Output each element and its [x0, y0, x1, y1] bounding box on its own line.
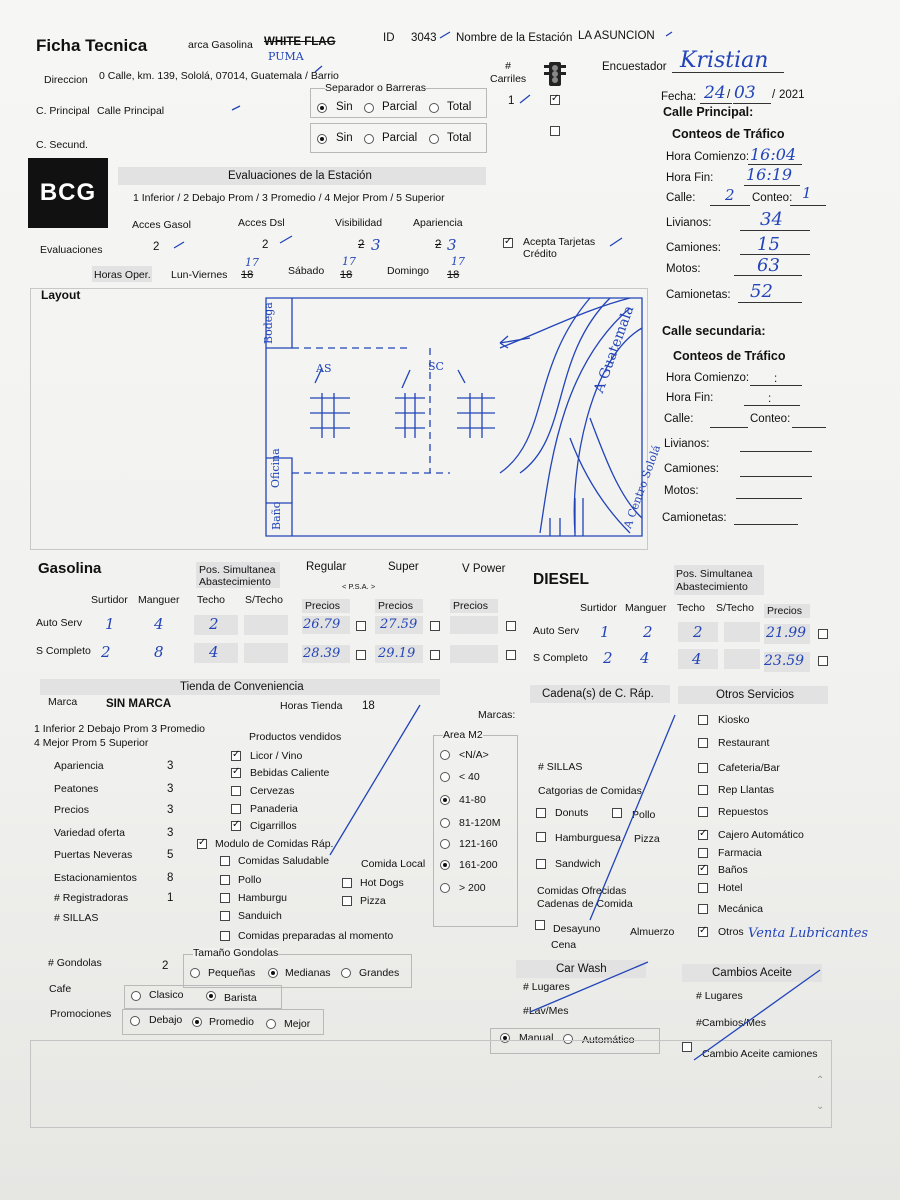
calle-secundaria-heading: Calle secundaria: [662, 324, 766, 338]
dsl-pos-simul-label: Pos. Simultanea Abastecimiento [676, 568, 753, 593]
acces-gasol-label: Acces Gasol [132, 219, 191, 231]
tienda-marca-value: SIN MARCA [106, 698, 172, 710]
hamburguesa-checkbox[interactable] [536, 832, 546, 842]
camionetas-label: Camionetas: [666, 289, 731, 301]
car-wash-title: Car Wash [556, 963, 607, 975]
opt-parcial-label-2: Parcial [382, 132, 418, 144]
acepta-tarjetas-checkbox[interactable] [503, 238, 513, 248]
car-wash-lugares-label: # Lugares [523, 981, 570, 993]
marca-gasolina-label: arca Gasolina [188, 39, 253, 51]
psa-label: < P.S.A. > [342, 582, 376, 591]
layout-sc-mark: SC [428, 360, 444, 373]
producto-label: Panaderia [250, 803, 298, 815]
gas-pos-simul-label: Pos. Simultanea Abastecimiento [199, 564, 276, 588]
visibilidad-hand-value: 3 [371, 236, 381, 254]
comida-label: Hamburgu [238, 892, 288, 904]
promo-debajo-radio[interactable] [130, 1016, 140, 1026]
opt-sin-label-2: Sin [336, 132, 353, 144]
comida-label: Comidas Saludable [238, 855, 330, 867]
calle-label: Calle: [666, 192, 696, 204]
evaluaciones-scale: 1 Inferior / 2 Debajo Prom / 3 Promedio / 4 Mejor Prom / 5 Superior [133, 192, 445, 204]
producto-checkbox[interactable] [231, 804, 241, 814]
hot-dogs-checkbox[interactable] [342, 878, 352, 888]
lanes-principal-value: 1 [508, 95, 515, 107]
otro-servicio-label: Otros [718, 926, 744, 938]
producto-label: Licor / Vino [250, 750, 303, 762]
separador-label: Separador o Barreras [325, 82, 426, 94]
tienda-rating-label: # SILLAS [54, 912, 99, 924]
car-wash-lav-mes-label: #Lav/Mes [523, 1005, 569, 1017]
dsl-surtidor-header: Surtidor [580, 602, 617, 614]
layout-oficina: Oficina [269, 448, 282, 488]
calle-value: 2 [725, 186, 735, 204]
dsl-s-completo-label: S Completo [533, 652, 588, 664]
pizza-tienda-label: Pizza [360, 895, 386, 907]
gas-completo-manguer: 8 [154, 643, 164, 661]
producto-label: Cervezas [250, 785, 295, 797]
marca-gasolina-value: WHITE FLAG [264, 36, 336, 48]
apariencia-printed-value: 2 [435, 239, 442, 251]
tienda-rating-label: Peatones [54, 783, 99, 795]
cadenas-title: Cadena(s) de C. Ráp. [542, 688, 654, 700]
vpower-label: V Power [462, 563, 506, 575]
area-label: 81-120M [459, 817, 501, 829]
sec-hora-fin-sep: : [768, 393, 772, 405]
dsl-auto-price: 21.99 [766, 625, 807, 641]
marca-gasolina-handwritten: PUMA [268, 50, 304, 63]
otro-servicio-label: Cajero Automático [718, 829, 804, 841]
tienda-rating-label: Puertas Neveras [54, 849, 133, 861]
area-m2-title: Area M2 [443, 729, 483, 741]
tienda-scale-1: 1 Inferior 2 Debajo Prom 3 Promedio [34, 723, 205, 735]
sandwich-label: Sandwich [555, 858, 601, 870]
separador-principal-total-radio[interactable] [429, 103, 439, 113]
gondola-grandes-radio[interactable] [341, 968, 351, 978]
tienda-rating-label: Precios [54, 804, 90, 816]
gas-s-completo-label: S Completo [36, 645, 91, 657]
horas-tienda-label: Horas Tienda [280, 700, 343, 712]
layout-bodega: Bodega [262, 302, 275, 344]
evaluaciones-title: Evaluaciones de la Estación [228, 170, 372, 182]
gas-surtidor-header: Surtidor [91, 594, 128, 606]
livianos-value: 34 [760, 209, 783, 230]
modulo-comidas-checkbox[interactable] [197, 839, 207, 849]
scroll-down-icon[interactable]: ⌄ [816, 1101, 825, 1112]
tienda-title: Tienda de Conveniencia [180, 681, 304, 693]
gas-stecho-header: S/Techo [245, 594, 283, 606]
acepta-tarjetas-label: Acepta Tarjetas Crédito [523, 236, 596, 260]
cambios-lugares-label: # Lugares [696, 990, 743, 1002]
otro-servicio-label: Cafeteria/Bar [718, 762, 780, 774]
otro-servicio-checkbox[interactable] [698, 738, 708, 748]
otros-servicios-title: Otros Servicios [716, 689, 794, 701]
opt-total-label: Total [447, 101, 472, 113]
separador-secundaria-parcial-radio[interactable] [364, 134, 374, 144]
gas-auto-vpower-checkbox[interactable] [506, 621, 516, 631]
hora-comienzo-value: 16:04 [750, 145, 797, 164]
otro-servicio-checkbox[interactable] [698, 807, 708, 817]
acces-dsl-label: Acces Dsl [238, 217, 285, 229]
gas-auto-regular-checkbox[interactable] [356, 621, 366, 631]
car-wash-manual-label: Manual [519, 1032, 554, 1044]
motos-label: Motos: [666, 263, 701, 275]
layout-as-mark: AS [316, 362, 332, 375]
gas-auto-techo: 2 [209, 615, 219, 633]
gas-auto-regular-price: 26.79 [303, 617, 341, 632]
id-label: ID [383, 32, 395, 44]
cafe-clasico-radio[interactable] [131, 991, 141, 1001]
regular-label: Regular [306, 561, 347, 573]
comida-checkbox[interactable] [220, 875, 230, 885]
otro-servicio-label: Baños [718, 864, 748, 876]
tamano-gondolas-title: Tamaño Gondolas [193, 947, 279, 959]
producto-checkbox[interactable] [231, 786, 241, 796]
tienda-rating-label: Apariencia [54, 760, 104, 772]
address-value: 0 Calle, km. 139, Sololá, 07014, Guatemala / Barrio [99, 70, 339, 82]
producto-checkbox[interactable] [231, 821, 241, 831]
cambios-mes-label: #Cambios/Mes [696, 1017, 767, 1029]
cena-label: Cena [551, 939, 577, 951]
domingo-hand: 17 [451, 255, 465, 268]
dsl-auto-techo: 2 [693, 623, 703, 641]
tienda-rating-value: 3 [167, 783, 174, 795]
conteo-label: Conteo: [752, 192, 793, 204]
area-radio[interactable] [440, 772, 450, 782]
sec-hora-fin-label: Hora Fin: [666, 392, 714, 404]
apariencia-label: Apariencia [413, 217, 463, 229]
domingo-printed: 18 [447, 269, 460, 281]
productos-title: Productos vendidos [249, 731, 342, 743]
tienda-rating-value: 1 [167, 892, 174, 904]
tienda-scale-2: 4 Mejor Prom 5 Superior [34, 737, 149, 749]
comida-checkbox[interactable] [220, 893, 230, 903]
sabado-label: Sábado [288, 265, 325, 277]
hora-fin-value: 16:19 [746, 165, 793, 184]
acces-gasol-value: 2 [153, 241, 160, 253]
gondola-medianas-radio[interactable] [268, 968, 278, 978]
form-sheet: Ficha Tecnica arca Gasolina WHITE FLAG PUMA ID 3043 Nombre de la Estación LA ASUNCION Direccion 0 Calle, km. 139, Sololá, 07014, Guatemala / Barrio # Carriles Encuestador Kristian Fecha: 24 / 03 / 2021 C. Principal Calle Principal C. Secund. Separador o Barreras Sin Parcial Total Sin Parcial Total 1 ✓ Calle Principal: Conteos de Tráfico Hora Comienzo: 16:04 Hora Fin: 16:19 Calle: 2 Conteo: 1 Livianos: 34 Camiones: 15 Motos: 63 Camionetas: 52 Calle secundaria: Conteos de Tráfico Hora Comienzo: : Hora Fin: : Calle: Conteo: Livianos: Camiones: Motos: Camionetas: BCG Evaluaciones de la Estación 1 Inferior / 2 Debajo Prom / 3 Promedio / 4 Mejor Prom / 5 Superior Acces Gasol Acces Dsl Visibilidad Apariencia Evaluaciones 2 2 2 3 2 3 ✓ Acepta Tarjetas Crédito Horas Oper. Lun-Viernes 18 17 Sábado 18 17 Domingo 18 17 Layout Bodega Oficina Baño A Guatemala A Centro Sololá AS SC Gasolina Pos. Simultanea Abastecimiento Regular Super V Power < P.S.A. > Surtidor Manguer Techo S/Techo Precios Precios Precios Auto Serv 1 4 2 26.79 27.59 S Completo 2 8 4 28.39 29.19 DIESEL Pos. Simultanea Abastecimiento Surtidor Manguer Techo S/Techo Precios Auto Serv 1 2 2 21.99 S Completo 2 4 4 23.59 Tienda de Conveniencia Marca SIN MARCA Horas Tienda 18 1 Inferior 2 Debajo Prom 3 Promedio 4 Mejor Prom 5 Superior Apariencia 3 Peatones 3 Precios 3 Variedad oferta 3 Puertas Neveras 5 Estacionamientos 8 # Registradoras 1 # SILLAS Productos vendidos ✓ Licor / Vino ✓ Bebidas Caliente Cervezas Panaderia ✓ Cigarrillos ✓ Modulo de Comidas Ráp. Comidas Saludable Pollo Hamburgu Sanduich Comidas preparadas al momento Comida Local Hot Dogs Pizza Marcas: Area M2 <N/A> < 40 41-80 81-120M 121-160 161-200 > 200 # Gondolas 2 Tamaño Gondolas Pequeñas Medianas Grandes Cafe Clasico Barista Promociones Debajo Promedio Mejor Cadena(s) de C. Ráp. # SILLAS Catgorias de Comidas Donuts Pollo Hamburguesa Pizza Sandwich Comidas Ofrecidas Cadenas de Comida Desayuno Almuerzo Cena Otros Servicios Kiosko Restaurant Cafeteria/Bar Rep Llantas Repuestos ✓ Cajero Automático Farmacia ✓ Baños Hotel Mecánica ✓ Otros Venta Lubricantes Car Wash # Lugares #Lav/Mes Manual Automático Cambios Aceite # Lugares #Cambios/Mes Cambio Aceite camiones ⌃ ⌄ [0, 0, 900, 1200]
otro-servicio-checkbox[interactable] [698, 763, 708, 773]
encuestador-label: Encuestador [602, 61, 667, 73]
cambio-aceite-camiones-label: Cambio Aceite camiones [702, 1048, 818, 1060]
tienda-rating-value: 8 [167, 872, 174, 884]
camiones-label: Camiones: [666, 242, 721, 254]
livianos-label: Livianos: [666, 217, 712, 229]
marcas-label: Marcas: [478, 709, 516, 721]
hora-comienzo-label: Hora Comienzo: [666, 151, 750, 163]
dsl-auto-checkbox[interactable] [818, 629, 828, 639]
layout-guatemala: A Guatemala [591, 303, 638, 396]
otro-servicio-label: Kiosko [718, 714, 750, 726]
area-label: > 200 [459, 882, 486, 894]
opt-sin-label: Sin [336, 101, 353, 113]
area-radio[interactable] [440, 839, 450, 849]
hora-fin-label: Hora Fin: [666, 172, 714, 184]
sec-calle-label: Calle: [664, 413, 694, 425]
tienda-rating-label: # Registradoras [54, 892, 129, 904]
comida-checkbox[interactable] [220, 856, 230, 866]
layout-sketch [30, 288, 646, 550]
calle-principal-heading: Calle Principal: [663, 105, 754, 119]
area-label: 41-80 [459, 794, 486, 806]
conteos-principal-heading: Conteos de Tráfico [672, 127, 785, 141]
gondola-medianas-label: Medianas [285, 967, 331, 979]
comidas-ofrecidas-label: Comidas Ofrecidas Cadenas de Comida [537, 885, 633, 910]
gas-auto-surtidor: 1 [105, 615, 115, 633]
area-label: 161-200 [459, 859, 498, 871]
otro-servicio-label: Restaurant [718, 737, 770, 749]
diesel-title: DIESEL [533, 571, 589, 588]
otro-servicio-label: Farmacia [718, 847, 762, 859]
fecha-label: Fecha: [661, 91, 697, 103]
layout-label: Layout [41, 288, 81, 302]
modulo-comidas-label: Modulo de Comidas Ráp. [215, 838, 334, 850]
tienda-rating-label: Estacionamientos [54, 872, 137, 884]
gondolas-label: # Gondolas [48, 957, 102, 969]
separador-secundaria-total-radio[interactable] [429, 134, 439, 144]
super-label: Super [388, 561, 419, 573]
id-value: 3043 [411, 32, 437, 44]
gondolas-value: 2 [162, 960, 169, 972]
gas-completo-vpower-checkbox[interactable] [506, 650, 516, 660]
lanes-label: # Carriles [490, 60, 527, 85]
hamburguesa-label: Hamburguesa [555, 832, 621, 844]
otro-servicio-checkbox[interactable] [698, 715, 708, 725]
dsl-completo-techo: 4 [692, 650, 702, 668]
bcg-logo: BCG [28, 158, 108, 228]
desayuno-checkbox[interactable] [535, 920, 545, 930]
gas-techo-header: Techo [197, 594, 226, 606]
tienda-rating-label: Variedad oferta [54, 827, 126, 839]
horas-tienda-value: 18 [362, 700, 375, 712]
otro-servicio-label: Mecánica [718, 903, 763, 915]
dsl-auto-manguer: 2 [643, 623, 653, 641]
donuts-label: Donuts [555, 807, 589, 819]
pollo-cadena-checkbox[interactable] [612, 808, 622, 818]
tienda-rating-value: 3 [167, 827, 174, 839]
fecha-month: 03 [734, 83, 756, 103]
gas-auto-manguer: 4 [154, 615, 164, 633]
car-wash-automatico-label: Automático [582, 1034, 635, 1046]
visibilidad-printed-value: 2 [358, 239, 365, 251]
tienda-rating-value: 3 [167, 804, 174, 816]
gas-auto-super-price: 27.59 [380, 617, 418, 632]
domingo-label: Domingo [387, 265, 430, 277]
sec-camiones-label: Camiones: [664, 463, 719, 475]
promo-promedio-label: Promedio [209, 1016, 254, 1028]
otro-servicio-checkbox[interactable] [698, 883, 708, 893]
area-label: <N/A> [459, 749, 489, 761]
opt-parcial-label: Parcial [382, 101, 418, 113]
cadenas-sillas-label: # SILLAS [538, 761, 583, 773]
camiones-value: 15 [757, 234, 780, 255]
gasolina-title: Gasolina [38, 560, 102, 577]
cafe-clasico-label: Clasico [149, 989, 184, 1001]
visibilidad-label: Visibilidad [335, 217, 383, 229]
promo-mejor-label: Mejor [284, 1018, 311, 1030]
gas-completo-surtidor: 2 [101, 643, 111, 661]
promo-promedio-radio[interactable] [192, 1017, 202, 1027]
pizza-cadena-label: Pizza [634, 833, 660, 845]
comida-checkbox[interactable] [220, 911, 230, 921]
fecha-year: 2021 [779, 89, 805, 101]
otro-servicio-checkbox[interactable] [698, 927, 708, 937]
area-label: < 40 [459, 771, 480, 783]
semaforo-principal-checkbox[interactable] [550, 95, 560, 105]
dsl-completo-price: 23.59 [764, 653, 805, 669]
dsl-completo-manguer: 4 [640, 649, 650, 667]
lun-viernes-printed: 18 [241, 269, 254, 281]
separador-principal-sin-radio[interactable] [317, 103, 327, 113]
sabado-hand: 17 [342, 255, 356, 268]
comida-label: Comidas preparadas al momento [238, 930, 394, 942]
gas-manguer-header: Manguer [138, 594, 180, 606]
otro-servicio-label: Repuestos [718, 806, 769, 818]
conteos-secundaria-heading: Conteos de Tráfico [673, 349, 786, 363]
layout-centro: A Centro Sololá [621, 443, 664, 531]
almuerzo-label: Almuerzo [630, 926, 675, 938]
sec-camionetas-label: Camionetas: [662, 512, 727, 524]
dsl-techo-header: Techo [677, 602, 706, 614]
area-radio[interactable] [440, 795, 450, 805]
form-title: Ficha Tecnica [36, 36, 148, 55]
gas-completo-super-checkbox[interactable] [430, 650, 440, 660]
otro-servicio-checkbox[interactable] [698, 830, 708, 840]
area-radio[interactable] [440, 860, 450, 870]
area-radio[interactable] [440, 750, 450, 760]
comida-label: Sanduich [238, 910, 282, 922]
comments-box[interactable] [30, 1040, 832, 1128]
dsl-completo-checkbox[interactable] [818, 656, 828, 666]
tienda-rating-value: 3 [167, 760, 174, 772]
otro-servicio-label: Rep Llantas [718, 784, 775, 796]
apariencia-hand-value: 3 [447, 236, 457, 254]
cambios-aceite-title: Cambios Aceite [712, 967, 792, 979]
area-label: 121-160 [459, 838, 498, 850]
comida-local-label: Comida Local [361, 858, 426, 870]
lun-viernes-label: Lun-Viernes [171, 269, 228, 281]
hot-dogs-label: Hot Dogs [360, 877, 404, 889]
producto-label: Bebidas Caliente [250, 767, 330, 779]
motos-value: 63 [757, 255, 780, 276]
dsl-auto-serv-label: Auto Serv [533, 625, 580, 637]
gas-precios-header-2: Precios [378, 600, 414, 612]
lun-viernes-hand: 17 [245, 256, 259, 269]
cafe-barista-radio[interactable] [206, 991, 216, 1001]
cafe-barista-label: Barista [224, 992, 257, 1004]
otro-servicio-checkbox[interactable] [698, 865, 708, 875]
donuts-checkbox[interactable] [536, 808, 546, 818]
calle-principal-value: Calle Principal [97, 105, 165, 117]
sec-motos-label: Motos: [664, 485, 699, 497]
encuestador-value: Kristian [680, 48, 769, 73]
otro-servicio-label: Hotel [718, 882, 743, 894]
sec-conteo-label: Conteo: [750, 413, 791, 425]
pollo-cadena-label: Pollo [632, 809, 656, 821]
sandwich-checkbox[interactable] [536, 859, 546, 869]
promo-mejor-radio[interactable] [266, 1019, 276, 1029]
tienda-rating-value: 5 [167, 849, 174, 861]
separador-secundaria-sin-radio[interactable] [317, 134, 327, 144]
comida-checkbox[interactable] [220, 931, 230, 941]
cafe-group [124, 985, 282, 1009]
evaluaciones-label: Evaluaciones [40, 244, 103, 256]
dsl-manguer-header: Manguer [625, 602, 667, 614]
scroll-up-icon[interactable]: ⌃ [816, 1075, 825, 1086]
gas-auto-super-checkbox[interactable] [430, 621, 440, 631]
gondola-pequenas-radio[interactable] [190, 968, 200, 978]
tienda-marca-label: Marca [48, 696, 78, 708]
calle-secundaria-label: C. Secund. [36, 139, 88, 151]
sabado-printed: 18 [340, 269, 353, 281]
gondola-pequenas-label: Pequeñas [208, 967, 256, 979]
cadenas-categorias-label: Catgorias de Comidas [538, 785, 642, 797]
opt-total-label-2: Total [447, 132, 472, 144]
gas-completo-super-price: 29.19 [378, 646, 416, 661]
station-name-label: Nombre de la Estación [456, 32, 573, 44]
gas-completo-regular-checkbox[interactable] [356, 650, 366, 660]
camionetas-value: 52 [750, 281, 773, 302]
area-m2-group [433, 735, 518, 927]
address-label: Direccion [44, 74, 88, 86]
otros-handwritten: Venta Lubricantes [748, 926, 869, 941]
sec-hora-comienzo-label: Hora Comienzo: [666, 372, 750, 384]
producto-checkbox[interactable] [231, 751, 241, 761]
acces-dsl-value: 2 [262, 239, 269, 251]
fecha-day: 24 [704, 83, 726, 103]
gas-precios-header-3: Precios [453, 600, 489, 612]
sec-livianos-label: Livianos: [664, 438, 710, 450]
station-name-value: LA ASUNCION [578, 30, 655, 42]
producto-checkbox[interactable] [231, 768, 241, 778]
separador-principal-parcial-radio[interactable] [364, 103, 374, 113]
comida-label: Pollo [238, 874, 262, 886]
gas-completo-techo: 4 [209, 643, 219, 661]
cafe-label: Cafe [49, 983, 72, 995]
sec-hora-comienzo-sep: : [774, 373, 778, 385]
gas-auto-serv-label: Auto Serv [36, 617, 83, 629]
gondola-grandes-label: Grandes [359, 967, 400, 979]
semaforo-secundaria-checkbox[interactable] [550, 126, 560, 136]
otro-servicio-checkbox[interactable] [698, 904, 708, 914]
gas-precios-header-1: Precios [305, 600, 341, 612]
pizza-tienda-checkbox[interactable] [342, 896, 352, 906]
horas-oper-label: Horas Oper. [94, 269, 151, 281]
dsl-stecho-header: S/Techo [716, 602, 754, 614]
promo-debajo-label: Debajo [149, 1014, 183, 1026]
area-radio[interactable] [440, 883, 450, 893]
dsl-completo-surtidor: 2 [603, 649, 613, 667]
producto-label: Cigarrillos [250, 820, 297, 832]
otro-servicio-checkbox[interactable] [698, 848, 708, 858]
conteo-value: 1 [802, 184, 812, 202]
otro-servicio-checkbox[interactable] [698, 785, 708, 795]
desayuno-label: Desayuno [553, 923, 601, 935]
calle-principal-label: C. Principal [36, 105, 90, 117]
gas-completo-regular-price: 28.39 [303, 646, 341, 661]
dsl-auto-surtidor: 1 [600, 623, 610, 641]
layout-bano: Baño [270, 501, 283, 530]
traffic-light-icon [542, 60, 568, 90]
area-radio[interactable] [440, 818, 450, 828]
dsl-precios-header: Precios [767, 605, 803, 617]
promociones-label: Promociones [50, 1008, 112, 1020]
